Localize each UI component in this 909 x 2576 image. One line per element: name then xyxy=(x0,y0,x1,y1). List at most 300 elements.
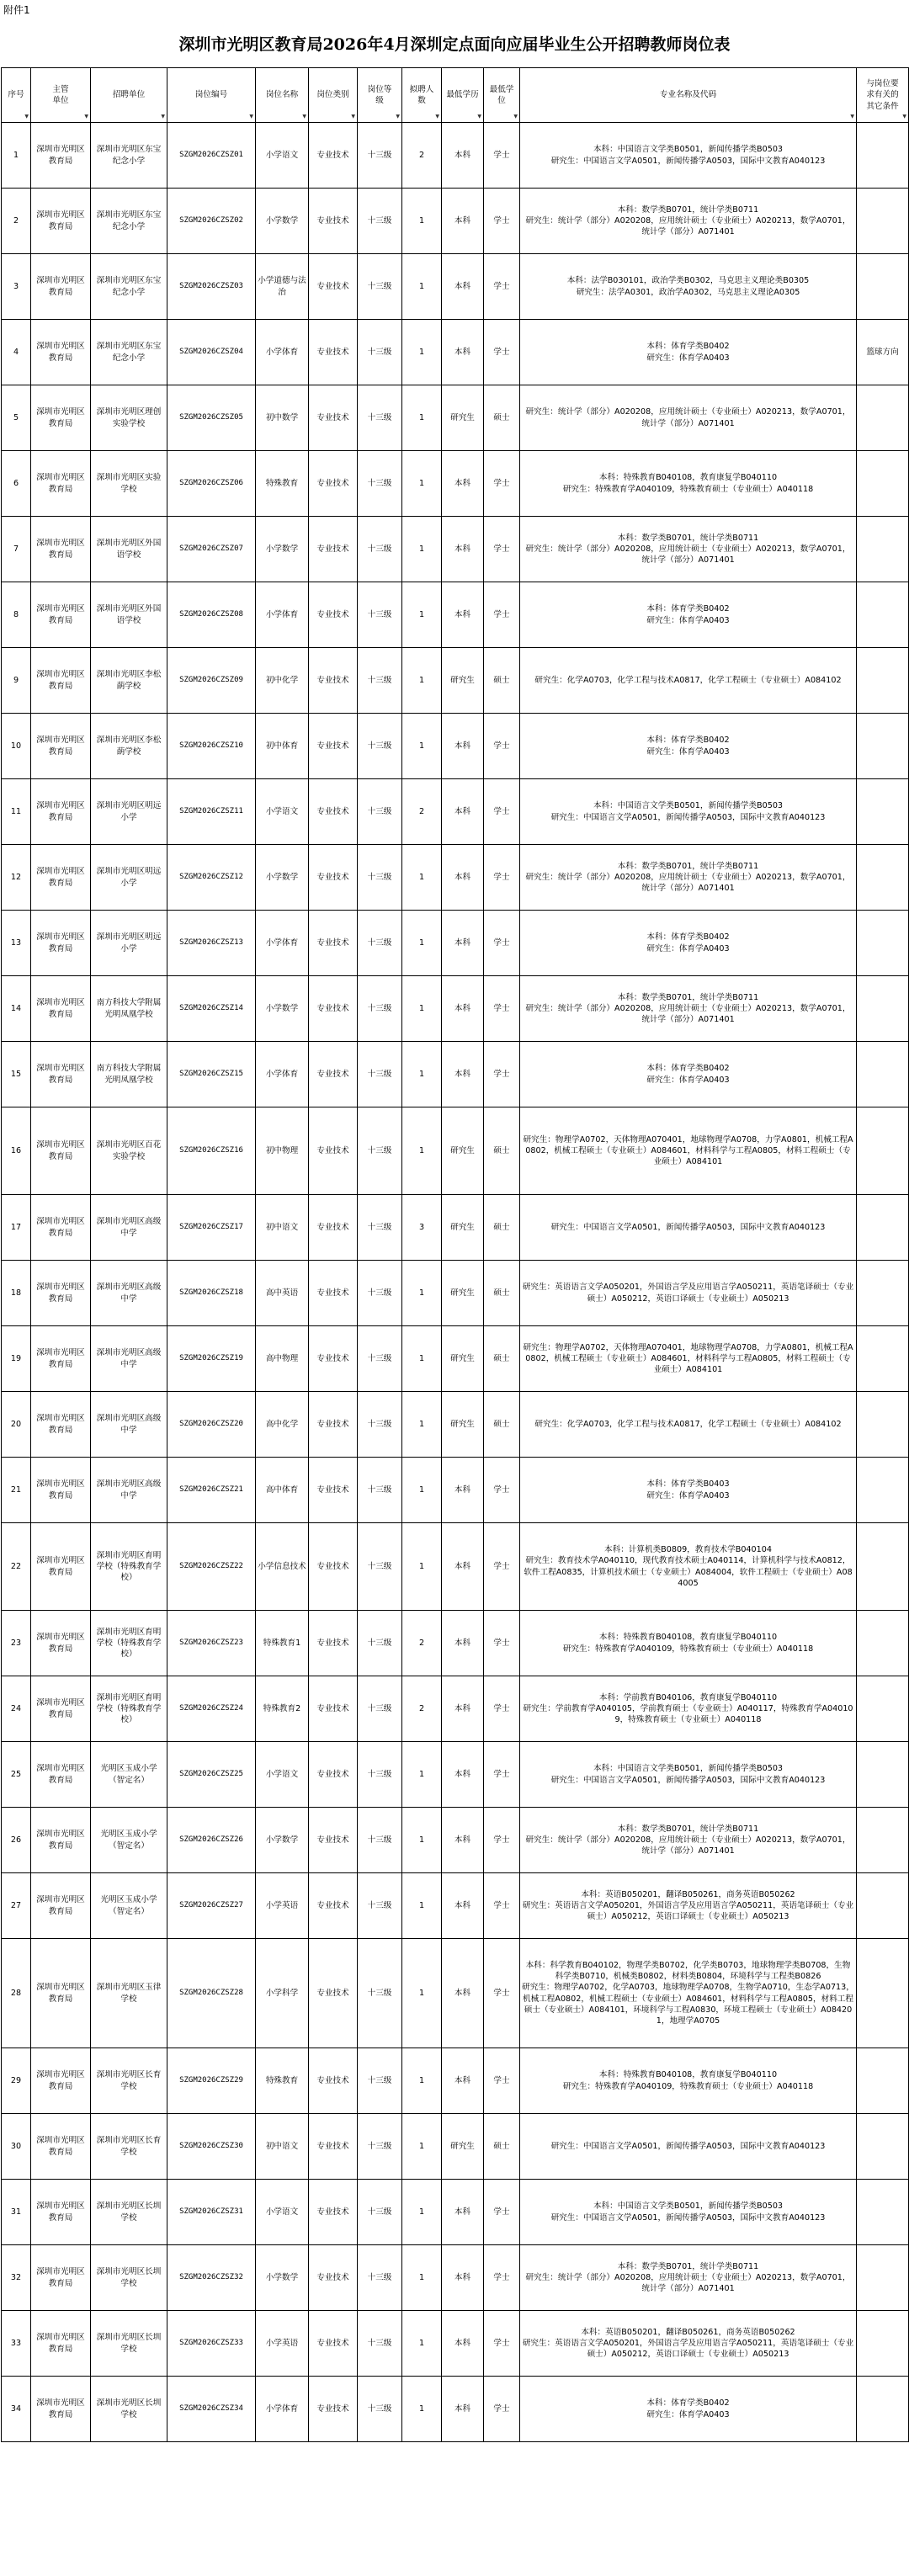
table-cell: 1 xyxy=(402,1742,442,1808)
table-cell: 硕士 xyxy=(484,1107,520,1195)
table-cell: 专业技术 xyxy=(309,1458,358,1523)
table-row xyxy=(2,1326,909,1392)
table-cell: 1 xyxy=(402,1523,442,1611)
column-header-label: 最低学历 xyxy=(446,90,479,100)
table-cell: 1 xyxy=(402,1392,442,1458)
table-cell: 深圳市光明区东宝纪念小学 xyxy=(91,123,167,189)
table-cell: 1 xyxy=(402,976,442,1042)
table-cell: 硕士 xyxy=(484,1261,520,1326)
filter-arrow-icon[interactable]: ▼ xyxy=(351,113,355,120)
table-cell: 深圳市光明区明远小学 xyxy=(91,911,167,976)
table-row xyxy=(2,517,909,582)
table-cell: 1 xyxy=(402,1326,442,1392)
table-cell: 深圳市光明区教育局 xyxy=(31,2114,91,2180)
table-cell: 深圳市光明区教育局 xyxy=(31,451,91,517)
table-cell: 专业技术 xyxy=(309,1873,358,1939)
page-title: 深圳市光明区教育局2026年4月深圳定点面向应届毕业生公开招聘教师岗位表 xyxy=(178,35,731,54)
table-cell: 学士 xyxy=(484,189,520,254)
table-cell: 深圳市光明区教育局 xyxy=(31,320,91,385)
table-cell: 深圳市光明区教育局 xyxy=(31,2311,91,2377)
table-cell: SZGM2026CZSZ28 xyxy=(167,1939,256,2048)
table-cell xyxy=(857,1523,909,1611)
table-cell: 深圳市光明区教育局 xyxy=(31,1326,91,1392)
table-cell: 深圳市光明区明远小学 xyxy=(91,779,167,845)
table-cell: SZGM2026CZSZ30 xyxy=(167,2114,256,2180)
table-row xyxy=(2,123,909,189)
table-cell xyxy=(857,123,909,189)
table-cell: 本科 xyxy=(442,976,484,1042)
table-cell: 本科：数学类B0701，统计学类B0711 研究生：统计学（部分）A020208，应用统计硕士（专业硕士）A020213，数学A0701，统计学（部分）A071401 xyxy=(520,976,857,1042)
table-cell xyxy=(857,648,909,714)
table-cell: 十三级 xyxy=(358,1458,402,1523)
table-cell: 1 xyxy=(2,123,31,189)
table-cell: 31 xyxy=(2,2180,31,2245)
job-table xyxy=(1,67,909,2442)
table-cell: 研究生：化学A0703，化学工程与技术A0817，化学工程硕士（专业硕士）A084102 xyxy=(520,648,857,714)
table-cell: 本科：科学教育B040102，物理学类B0702，化学类B0703，地球物理学类B0708，生物科学类B0710，机械类B0802，材料类B0804，环境科学与工程类B0826 研究生：物理学A0702，化学A0703，地球物理学A0708，生物学A0710，生态学A0713，机械工程A0802，机械工程硕士（专业硕士）A084601，材料科学与工程A0805，材料工程硕士（专业硕士）A084101，环境科学与工程A0830，环境工程硕士（专业硕士）A084201，地理学A0705 xyxy=(520,1939,857,2048)
filter-arrow-icon[interactable]: ▼ xyxy=(161,113,165,120)
table-cell: 学士 xyxy=(484,976,520,1042)
table-cell: SZGM2026CZSZ26 xyxy=(167,1808,256,1873)
column-header-label: 专业名称及代码 xyxy=(659,90,717,100)
table-cell: 16 xyxy=(2,1107,31,1195)
table-cell: 深圳市光明区教育局 xyxy=(31,1458,91,1523)
table-cell xyxy=(857,1676,909,1742)
table-cell: SZGM2026CZSZ02 xyxy=(167,189,256,254)
table-cell xyxy=(857,2377,909,2442)
table-cell: 研究生 xyxy=(442,385,484,451)
table-cell: 深圳市光明区教育局 xyxy=(31,1042,91,1107)
table-cell: 小学数学 xyxy=(256,845,309,911)
table-cell: 本科：体育学类B0402 研究生：体育学A0403 xyxy=(520,582,857,648)
table-cell xyxy=(857,517,909,582)
column-header[interactable] xyxy=(256,68,309,123)
filter-arrow-icon[interactable]: ▼ xyxy=(84,113,88,120)
table-cell: 深圳市光明区高级中学 xyxy=(91,1195,167,1261)
table-cell: 研究生 xyxy=(442,2114,484,2180)
column-header[interactable] xyxy=(857,68,909,123)
table-cell: 1 xyxy=(402,911,442,976)
table-cell: SZGM2026CZSZ06 xyxy=(167,451,256,517)
table-cell: 本科：特殊教育B040108，教育康复学B040110 研究生：特殊教育学A040109，特殊教育硕士（专业硕士）A040118 xyxy=(520,1611,857,1676)
table-cell: SZGM2026CZSZ08 xyxy=(167,582,256,648)
table-cell: SZGM2026CZSZ34 xyxy=(167,2377,256,2442)
table-cell: SZGM2026CZSZ27 xyxy=(167,1873,256,1939)
table-cell: 深圳市光明区教育局 xyxy=(31,1808,91,1873)
table-cell: 初中物理 xyxy=(256,1107,309,1195)
table-cell: 专业技术 xyxy=(309,779,358,845)
table-cell: 本科：英语B050201，翻译B050261，商务英语B050262 研究生：英语语言文学A050201，外国语言学及应用语言学A050211，英语笔译硕士（专业硕士）A050212，英语口译硕士（专业硕士）A050213 xyxy=(520,2311,857,2377)
table-cell: SZGM2026CZSZ20 xyxy=(167,1392,256,1458)
table-cell: 初中语文 xyxy=(256,1195,309,1261)
table-cell: 十三级 xyxy=(358,2048,402,2114)
table-cell: 小学数学 xyxy=(256,517,309,582)
table-cell: 研究生 xyxy=(442,1392,484,1458)
table-cell: SZGM2026CZSZ10 xyxy=(167,714,256,779)
table-cell: 学士 xyxy=(484,320,520,385)
table-cell: 硕士 xyxy=(484,2114,520,2180)
table-cell: 小学数学 xyxy=(256,2245,309,2311)
table-cell: 深圳市光明区教育局 xyxy=(31,582,91,648)
filter-arrow-icon[interactable]: ▼ xyxy=(850,113,854,120)
table-cell: 学士 xyxy=(484,779,520,845)
table-cell: 本科 xyxy=(442,1939,484,2048)
table-cell: 1 xyxy=(402,189,442,254)
table-cell: 十三级 xyxy=(358,911,402,976)
table-row xyxy=(2,582,909,648)
table-cell xyxy=(857,1107,909,1195)
table-cell: 本科：中国语言文学类B0501，新闻传播学类B0503 研究生：中国语言文学A0501，新闻传播学A0503，国际中文教育A040123 xyxy=(520,1742,857,1808)
filter-arrow-icon[interactable]: ▼ xyxy=(249,113,253,120)
table-cell xyxy=(857,1808,909,1873)
table-cell: 小学语文 xyxy=(256,1742,309,1808)
table-cell: 十三级 xyxy=(358,976,402,1042)
column-header[interactable] xyxy=(31,68,91,123)
table-cell: 专业技术 xyxy=(309,1261,358,1326)
table-cell: 学士 xyxy=(484,1873,520,1939)
table-cell: SZGM2026CZSZ31 xyxy=(167,2180,256,2245)
table-cell: 十三级 xyxy=(358,254,402,320)
table-cell: 1 xyxy=(402,1042,442,1107)
header-row xyxy=(2,68,909,123)
table-cell: 专业技术 xyxy=(309,1808,358,1873)
table-cell: SZGM2026CZSZ13 xyxy=(167,911,256,976)
table-row xyxy=(2,1392,909,1458)
table-cell: 专业技术 xyxy=(309,451,358,517)
table-cell: 本科：体育学类B0402 研究生：体育学A0403 xyxy=(520,320,857,385)
table-cell: 深圳市光明区外国语学校 xyxy=(91,517,167,582)
table-cell: 14 xyxy=(2,976,31,1042)
table-cell: 1 xyxy=(402,648,442,714)
table-cell: 28 xyxy=(2,1939,31,2048)
table-cell xyxy=(857,1458,909,1523)
table-cell: 研究生：化学A0703，化学工程与技术A0817，化学工程硕士（专业硕士）A084102 xyxy=(520,1392,857,1458)
table-cell: 本科 xyxy=(442,1873,484,1939)
table-row xyxy=(2,2048,909,2114)
table-cell xyxy=(857,845,909,911)
table-cell: SZGM2026CZSZ12 xyxy=(167,845,256,911)
table-cell: 1 xyxy=(402,1458,442,1523)
table-cell: SZGM2026CZSZ09 xyxy=(167,648,256,714)
table-cell: 深圳市光明区东宝纪念小学 xyxy=(91,189,167,254)
column-header[interactable] xyxy=(402,68,442,123)
table-cell: 深圳市光明区外国语学校 xyxy=(91,582,167,648)
table-row xyxy=(2,451,909,517)
table-cell: 专业技术 xyxy=(309,2048,358,2114)
table-cell: 小学数学 xyxy=(256,1808,309,1873)
table-cell: 硕士 xyxy=(484,1392,520,1458)
table-cell: SZGM2026CZSZ16 xyxy=(167,1107,256,1195)
table-cell: SZGM2026CZSZ18 xyxy=(167,1261,256,1326)
table-cell: SZGM2026CZSZ11 xyxy=(167,779,256,845)
table-cell: 小学语文 xyxy=(256,2180,309,2245)
table-row xyxy=(2,1742,909,1808)
table-cell: 本科 xyxy=(442,1808,484,1873)
filter-arrow-icon[interactable]: ▼ xyxy=(302,113,306,120)
table-cell: 十三级 xyxy=(358,1107,402,1195)
column-header[interactable] xyxy=(167,68,256,123)
table-cell: 深圳市光明区高级中学 xyxy=(91,1326,167,1392)
table-cell: 小学英语 xyxy=(256,1873,309,1939)
table-cell xyxy=(857,451,909,517)
table-row xyxy=(2,2114,909,2180)
table-row xyxy=(2,1458,909,1523)
table-cell: 深圳市光明区教育局 xyxy=(31,779,91,845)
table-cell: 特殊教育 xyxy=(256,451,309,517)
table-cell: 1 xyxy=(402,845,442,911)
table-cell: 十三级 xyxy=(358,845,402,911)
table-cell: 13 xyxy=(2,911,31,976)
table-cell: 11 xyxy=(2,779,31,845)
table-cell: 深圳市光明区高级中学 xyxy=(91,1261,167,1326)
filter-arrow-icon[interactable]: ▼ xyxy=(477,113,481,120)
table-cell: 本科 xyxy=(442,517,484,582)
table-cell: 2 xyxy=(2,189,31,254)
table-row xyxy=(2,189,909,254)
table-cell: 24 xyxy=(2,1676,31,1742)
table-cell: 本科 xyxy=(442,123,484,189)
table-cell: 深圳市光明区教育局 xyxy=(31,911,91,976)
table-cell: SZGM2026CZSZ33 xyxy=(167,2311,256,2377)
table-row xyxy=(2,1611,909,1676)
table-cell xyxy=(857,1873,909,1939)
table-cell: 本科：中国语言文学类B0501，新闻传播学类B0503 研究生：中国语言文学A0501，新闻传播学A0503，国际中文教育A040123 xyxy=(520,123,857,189)
table-cell: 8 xyxy=(2,582,31,648)
table-cell: 专业技术 xyxy=(309,123,358,189)
table-cell: 专业技术 xyxy=(309,2180,358,2245)
table-cell: 深圳市光明区教育局 xyxy=(31,2048,91,2114)
table-cell: 本科 xyxy=(442,911,484,976)
table-cell: 小学道德与法治 xyxy=(256,254,309,320)
table-cell: 研究生：物理学A0702，天体物理A070401，地球物理学A0708，力学A0801，机械工程A0802，机械工程硕士（专业硕士）A084601，材料科学与工程A0805，材料工程硕士（专业硕士）A084101 xyxy=(520,1107,857,1195)
table-cell: 29 xyxy=(2,2048,31,2114)
table-cell: 4 xyxy=(2,320,31,385)
table-cell: SZGM2026CZSZ19 xyxy=(167,1326,256,1392)
table-cell: 十三级 xyxy=(358,1808,402,1873)
table-cell: 专业技术 xyxy=(309,911,358,976)
table-row xyxy=(2,779,909,845)
table-cell xyxy=(857,1195,909,1261)
table-cell: 专业技术 xyxy=(309,1042,358,1107)
table-cell: 15 xyxy=(2,1042,31,1107)
table-cell: 1 xyxy=(402,2114,442,2180)
table-cell: 25 xyxy=(2,1742,31,1808)
table-cell: 专业技术 xyxy=(309,1939,358,2048)
table-cell: 本科 xyxy=(442,2311,484,2377)
table-cell: 深圳市光明区教育局 xyxy=(31,714,91,779)
table-cell: 本科：数学类B0701，统计学类B0711 研究生：统计学（部分）A020208，应用统计硕士（专业硕士）A020213，数学A0701，统计学（部分）A071401 xyxy=(520,845,857,911)
table-cell: 深圳市光明区教育局 xyxy=(31,1873,91,1939)
table-cell: 本科 xyxy=(442,1742,484,1808)
table-cell: 硕士 xyxy=(484,385,520,451)
table-cell: SZGM2026CZSZ15 xyxy=(167,1042,256,1107)
column-header[interactable] xyxy=(442,68,484,123)
table-cell: 学士 xyxy=(484,714,520,779)
table-cell: 小学数学 xyxy=(256,189,309,254)
table-cell: 本科：数学类B0701，统计学类B0711 研究生：统计学（部分）A020208，应用统计硕士（专业硕士）A020213，数学A0701，统计学（部分）A071401 xyxy=(520,517,857,582)
table-cell: 光明区玉成小学（智定名） xyxy=(91,1742,167,1808)
table-cell: 深圳市光明区长圳学校 xyxy=(91,2311,167,2377)
table-cell: 本科 xyxy=(442,582,484,648)
table-cell: 研究生 xyxy=(442,1326,484,1392)
table-row xyxy=(2,976,909,1042)
table-cell: 深圳市光明区教育局 xyxy=(31,1107,91,1195)
table-cell: 本科：体育学类B0402 研究生：体育学A0403 xyxy=(520,2377,857,2442)
table-cell xyxy=(857,2048,909,2114)
table-row xyxy=(2,714,909,779)
table-row xyxy=(2,320,909,385)
table-cell: 本科：数学类B0701，统计学类B0711 研究生：统计学（部分）A020208，应用统计硕士（专业硕士）A020213，数学A0701，统计学（部分）A071401 xyxy=(520,2245,857,2311)
column-header-label: 最低学 位 xyxy=(489,84,514,105)
table-cell: 专业技术 xyxy=(309,517,358,582)
table-cell: 特殊教育 xyxy=(256,2048,309,2114)
filter-arrow-icon[interactable]: ▼ xyxy=(435,113,439,120)
table-cell: 深圳市光明区教育局 xyxy=(31,845,91,911)
table-cell: 深圳市光明区高级中学 xyxy=(91,1392,167,1458)
column-header[interactable] xyxy=(520,68,857,123)
table-cell: 专业技术 xyxy=(309,1107,358,1195)
table-cell: 小学语文 xyxy=(256,123,309,189)
table-cell: 33 xyxy=(2,2311,31,2377)
table-cell xyxy=(857,714,909,779)
table-row xyxy=(2,2180,909,2245)
table-cell: 小学数学 xyxy=(256,976,309,1042)
table-cell: 研究生：英语语言文学A050201，外国语言学及应用语言学A050211，英语笔译硕士（专业硕士）A050212，英语口译硕士（专业硕士）A050213 xyxy=(520,1261,857,1326)
table-cell: 20 xyxy=(2,1392,31,1458)
table-cell: 小学体育 xyxy=(256,320,309,385)
table-cell: 深圳市光明区教育局 xyxy=(31,254,91,320)
table-cell: 本科：中国语言文学类B0501，新闻传播学类B0503 研究生：中国语言文学A0501，新闻传播学A0503，国际中文教育A040123 xyxy=(520,779,857,845)
filter-arrow-icon[interactable]: ▼ xyxy=(396,113,400,120)
table-cell: 1 xyxy=(402,1873,442,1939)
table-cell: 本科：体育学类B0403 研究生：体育学A0403 xyxy=(520,1458,857,1523)
table-cell: 南方科技大学附属光明凤凰学校 xyxy=(91,976,167,1042)
table-cell: SZGM2026CZSZ03 xyxy=(167,254,256,320)
table-cell: 十三级 xyxy=(358,1742,402,1808)
column-header-label: 序号 xyxy=(8,90,24,100)
table-cell: 本科：学前教育B040106，教育康复学B040110 研究生：学前教育学A040105，学前教育硕士（专业硕士）A040117，特殊教育学A040109，特殊教育硕士（专业硕士）A040118 xyxy=(520,1676,857,1742)
table-cell: 专业技术 xyxy=(309,845,358,911)
table-cell: 专业技术 xyxy=(309,1195,358,1261)
table-cell: 专业技术 xyxy=(309,254,358,320)
table-cell: 学士 xyxy=(484,2048,520,2114)
table-cell: 1 xyxy=(402,320,442,385)
table-cell: 12 xyxy=(2,845,31,911)
table-cell: 深圳市光明区教育局 xyxy=(31,1742,91,1808)
table-cell: 十三级 xyxy=(358,123,402,189)
table-cell: 本科：法学B030101，政治学类B0302，马克思主义理论类B0305 研究生：法学A0301，政治学A0302，马克思主义理论A0305 xyxy=(520,254,857,320)
table-cell: 深圳市光明区实验学校 xyxy=(91,451,167,517)
table-cell: 硕士 xyxy=(484,648,520,714)
table-cell: 十三级 xyxy=(358,2377,402,2442)
filter-arrow-icon[interactable]: ▼ xyxy=(513,113,518,120)
filter-arrow-icon[interactable]: ▼ xyxy=(902,113,906,120)
column-header[interactable] xyxy=(2,68,31,123)
table-cell: 研究生 xyxy=(442,1195,484,1261)
table-cell: 小学信息技术 xyxy=(256,1523,309,1611)
table-cell: 深圳市光明区明远小学 xyxy=(91,845,167,911)
table-cell: 1 xyxy=(402,582,442,648)
table-cell: 光明区玉成小学（智定名） xyxy=(91,1808,167,1873)
table-cell: 专业技术 xyxy=(309,714,358,779)
table-cell: 深圳市光明区东宝纪念小学 xyxy=(91,254,167,320)
table-cell: 初中数学 xyxy=(256,385,309,451)
table-cell: 专业技术 xyxy=(309,320,358,385)
table-cell: 初中体育 xyxy=(256,714,309,779)
table-cell: 本科 xyxy=(442,2245,484,2311)
table-cell: 高中英语 xyxy=(256,1261,309,1326)
table-row xyxy=(2,385,909,451)
table-cell: 深圳市光明区高级中学 xyxy=(91,1458,167,1523)
column-header[interactable] xyxy=(484,68,520,123)
table-cell: 17 xyxy=(2,1195,31,1261)
table-cell: 深圳市光明区教育局 xyxy=(31,517,91,582)
table-cell: 深圳市光明区教育局 xyxy=(31,385,91,451)
table-row xyxy=(2,1523,909,1611)
table-cell: 1 xyxy=(402,1261,442,1326)
table-cell: 高中体育 xyxy=(256,1458,309,1523)
column-header[interactable] xyxy=(358,68,402,123)
table-cell: 高中物理 xyxy=(256,1326,309,1392)
table-cell: 本科 xyxy=(442,320,484,385)
table-row xyxy=(2,1261,909,1326)
table-cell: 深圳市光明区教育局 xyxy=(31,1611,91,1676)
table-cell: 篮球方向 xyxy=(857,320,909,385)
table-cell: 专业技术 xyxy=(309,2114,358,2180)
table-cell: 专业技术 xyxy=(309,1611,358,1676)
table-cell: 深圳市光明区李松蓢学校 xyxy=(91,648,167,714)
table-cell: 6 xyxy=(2,451,31,517)
table-cell xyxy=(857,911,909,976)
column-header-label: 岗位类别 xyxy=(316,90,349,100)
table-cell: 深圳市光明区长圳学校 xyxy=(91,2377,167,2442)
column-header-label: 主管 单位 xyxy=(52,84,69,105)
table-cell: 十三级 xyxy=(358,2245,402,2311)
table-cell: 专业技术 xyxy=(309,1676,358,1742)
column-header[interactable] xyxy=(91,68,167,123)
table-cell: 学士 xyxy=(484,582,520,648)
table-cell: 学士 xyxy=(484,1523,520,1611)
table-cell: 学士 xyxy=(484,254,520,320)
table-cell: 学士 xyxy=(484,123,520,189)
table-cell: 十三级 xyxy=(358,1873,402,1939)
table-cell: SZGM2026CZSZ22 xyxy=(167,1523,256,1611)
table-cell: 本科 xyxy=(442,2180,484,2245)
column-header[interactable] xyxy=(309,68,358,123)
table-cell: SZGM2026CZSZ25 xyxy=(167,1742,256,1808)
table-cell: 研究生 xyxy=(442,1261,484,1326)
table-cell: 1 xyxy=(402,254,442,320)
filter-arrow-icon[interactable]: ▼ xyxy=(24,113,29,120)
table-cell xyxy=(857,1392,909,1458)
table-cell: 十三级 xyxy=(358,451,402,517)
table-cell: 学士 xyxy=(484,2377,520,2442)
table-cell: 深圳市光明区教育局 xyxy=(31,1392,91,1458)
table-cell: 3 xyxy=(2,254,31,320)
table-cell: 23 xyxy=(2,1611,31,1676)
table-cell: 32 xyxy=(2,2245,31,2311)
table-cell: 1 xyxy=(402,1808,442,1873)
table-cell xyxy=(857,976,909,1042)
table-cell: 本科 xyxy=(442,254,484,320)
table-row xyxy=(2,2245,909,2311)
table-cell: 十三级 xyxy=(358,582,402,648)
table-cell: 小学体育 xyxy=(256,911,309,976)
table-cell xyxy=(857,1042,909,1107)
table-cell: 十三级 xyxy=(358,2180,402,2245)
table-cell: SZGM2026CZSZ01 xyxy=(167,123,256,189)
table-row xyxy=(2,1939,909,2048)
